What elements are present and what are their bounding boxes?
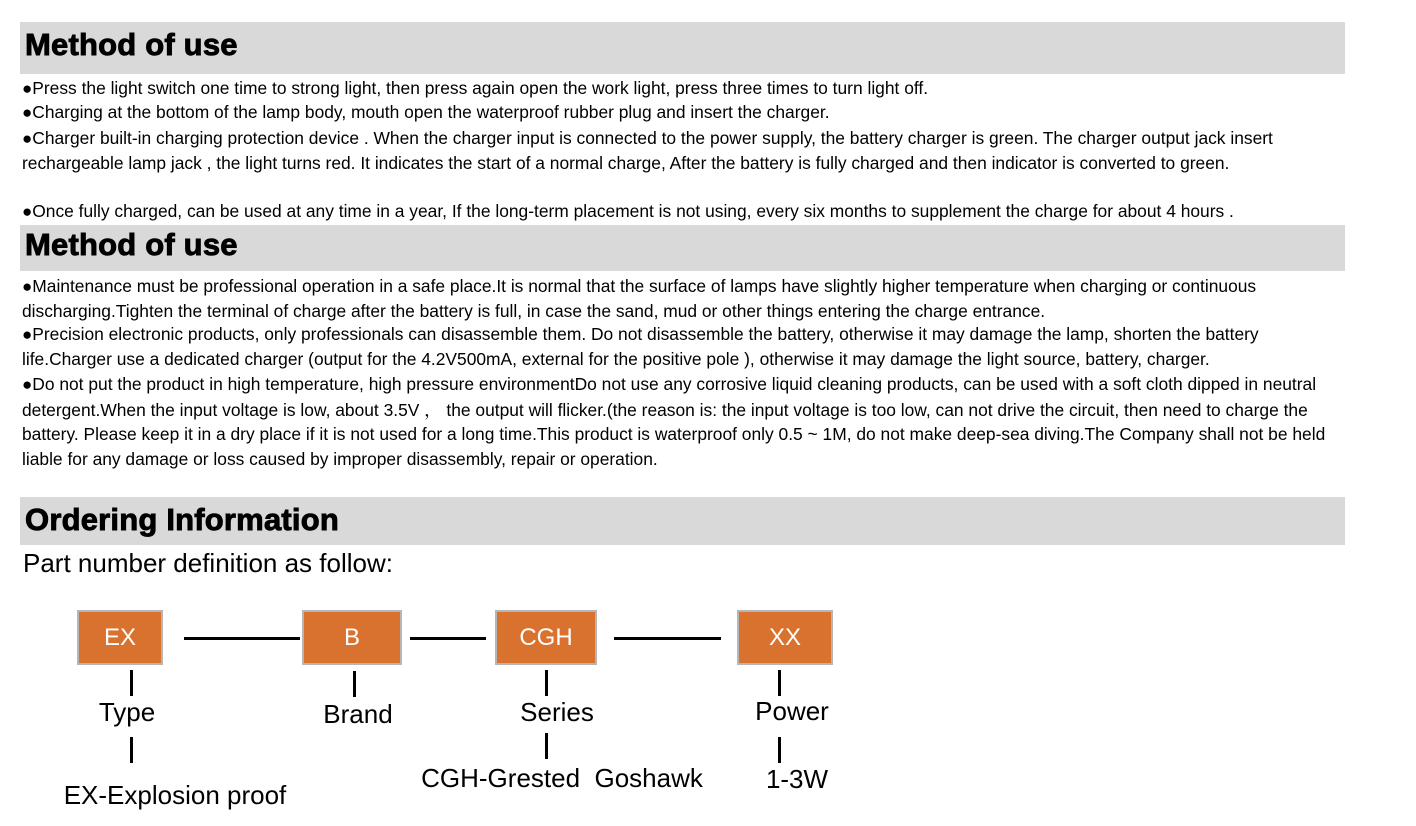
list-item-text: Once fully charged, can be used at any time in a year, If the long-term placement is not using, every six months to supplement the charge for about 4 hours . [32,201,1234,221]
bullet-icon: ● [22,325,33,344]
list-item [22,322,1347,372]
connector-line [614,637,721,640]
list-item-text: Charging at the bottom of the lamp body, mouth open the waterproof rubber plug and insert the charger. [32,102,830,122]
section-title-method-of-use-2: Method of use [25,227,238,262]
list-item-text: Press the light switch one time to strong light, then press again open the work light, press three times to turn light off. [32,78,929,98]
connector-line [184,637,300,640]
section-title-ordering-information: Ordering Information [25,502,339,537]
list-item-text: Charger built-in charging protection device . When the charger input is connected to the power supply, the battery charger is green. The charger output jack insert rechargeable lamp jack , the light turns red. It indicates the start of a normal charge, After the battery is fully charged and then indicator is converted to green. [22,128,1273,174]
section-title-method-of-use: Method of use [25,27,238,62]
bullet-icon: ● [22,129,33,148]
list-item [22,126,1347,176]
bullet-icon: ● [22,79,33,98]
tick-line [545,733,548,759]
list-item [22,274,1347,324]
tick-line [130,737,133,763]
bullet-icon: ● [22,375,33,394]
tick-line [545,670,548,696]
tick-line [130,670,133,696]
tick-line [353,671,356,697]
bullet-icon: ● [22,103,33,122]
list-item [22,199,1347,224]
list-item-text: Precision electronic products, only professionals can disassemble them. Do not disassemble the battery, otherwise it may damage the lamp, shorten the battery life.Charger use a dedicated charger (output for the 4.2V500mA, external for the positive pole ), otherwise it may damage the light source, battery, charger. [22,324,1259,370]
code-box-type: EX [77,610,163,665]
connector-line [410,637,486,640]
list-item-text: Maintenance must be professional operation in a safe place.It is normal that the surface of lamps have slightly higher temperature when charging or continuous discharging.Tighten the terminal of charge after the battery is full, in case the sand, mud or other things entering the charge entrance. [22,276,1257,322]
segment-detail-type: EX-Explosion proof [63,780,287,810]
segment-label-series: Series [520,697,594,727]
segment-label-brand: Brand [323,699,393,729]
tick-line [778,670,781,696]
segment-detail-power: 1-3W [765,764,829,794]
part-number-subtitle: Part number definition as follow: [23,548,393,578]
bullet-icon: ● [22,202,33,221]
list-item-text: Do not put the product in high temperature, high pressure environmentDo not use any corrosive liquid cleaning products, can be used with a soft cloth dipped in neutral detergent.When the input voltage is low, about 3.5V ， the output will flicker.(the reason is: the input voltage is too low, can not drive the circuit, then need to charge the battery. Please keep it in a dry place if it is not used for a long time.This product is waterproof only 0.5 ~ 1M, do not make deep-sea diving.The Company shall not be held liable for any damage or loss caused by improper disassembly, repair or operation. [22,374,1326,469]
bullet-icon: ● [22,277,33,296]
code-box-brand: B [302,610,402,665]
segment-label-type: Type [98,697,156,727]
segment-label-power: Power [755,696,829,726]
segment-detail-series: CGH-Grested Goshawk [421,763,703,793]
list-item [22,372,1347,471]
list-item [22,76,1347,101]
tick-line [778,737,781,763]
code-box-series: CGH [495,610,597,665]
code-box-power: XX [737,610,833,665]
list-item [22,100,1347,125]
